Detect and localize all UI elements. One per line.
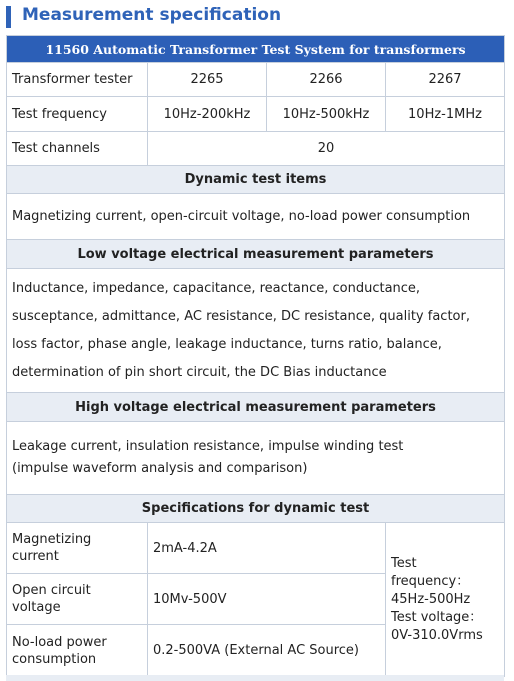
tester-model: 2267 [386, 63, 505, 97]
spec-label-no-load-power [7, 625, 148, 677]
frequency-value: 10Hz-1MHz [386, 97, 505, 132]
table-header: 11560 Automatic Transformer Test System for transformers [7, 36, 505, 63]
spec-label-line: voltage [12, 600, 61, 615]
spec-value-no-load-power: 0.2-500VA (External AC Source) [148, 625, 386, 677]
title-accent-bar [6, 6, 11, 28]
tester-model: 2266 [267, 63, 386, 97]
spec-label-line: current [12, 549, 59, 564]
row-label-tester: Transformer tester [7, 63, 148, 97]
spec-label-magnetizing-current [7, 523, 148, 574]
spec-value-open-circuit-voltage: 10Mv-500V [148, 574, 386, 625]
conditions-line: 45Hz-500Hz [391, 591, 471, 607]
test-conditions [386, 523, 505, 677]
channels-value: 20 [148, 132, 505, 166]
high-voltage-line: Leakage current, insulation resistance, impulse winding test [12, 439, 404, 454]
table-bottom-strip [6, 675, 504, 681]
spec-label-line: consumption [12, 651, 97, 667]
low-voltage-parameters [7, 269, 505, 393]
high-voltage-line: (impulse waveform analysis and comparison) [12, 461, 308, 476]
low-voltage-line: loss factor, phase angle, leakage inductance, turns ratio, balance, [12, 336, 442, 352]
row-label-channels: Test channels [7, 132, 148, 166]
high-voltage-parameters [7, 422, 505, 495]
spec-label-line: Magnetizing [12, 532, 92, 547]
spec-label-line: No-load power [12, 634, 107, 650]
section-heading-high-voltage: High voltage electrical measurement parameters [7, 393, 505, 422]
low-voltage-line: Inductance, impedance, capacitance, reactance, conductance, [12, 280, 421, 296]
section-heading-dynamic-items: Dynamic test items [7, 166, 505, 194]
conditions-line: 0V-310.0Vrms [391, 627, 483, 643]
spec-label-open-circuit-voltage [7, 574, 148, 625]
spec-label-line: Open circuit [12, 583, 91, 598]
frequency-value: 10Hz-200kHz [148, 97, 267, 132]
frequency-value: 10Hz-500kHz [267, 97, 386, 132]
low-voltage-line: susceptance, admittance, AC resistance, DC resistance, quality factor, [12, 308, 470, 324]
conditions-line: Test voltage： [391, 609, 483, 625]
page-title: Measurement specification [22, 5, 282, 25]
section-heading-dynamic-spec: Specifications for dynamic test [7, 495, 505, 523]
spec-table [6, 35, 505, 677]
low-voltage-line: determination of pin short circuit, the DC Bias inductance [12, 364, 387, 380]
row-label-frequency: Test frequency [7, 97, 148, 132]
spec-value-magnetizing-current: 2mA-4.2A [148, 523, 386, 574]
page-title-section [0, 0, 514, 34]
conditions-line: frequency： [391, 573, 470, 589]
dynamic-items-text: Magnetizing current, open-circuit voltage, no-load power consumption [7, 194, 505, 240]
section-heading-low-voltage: Low voltage electrical measurement parameters [7, 240, 505, 269]
conditions-line: Test [391, 555, 417, 571]
tester-model: 2265 [148, 63, 267, 97]
